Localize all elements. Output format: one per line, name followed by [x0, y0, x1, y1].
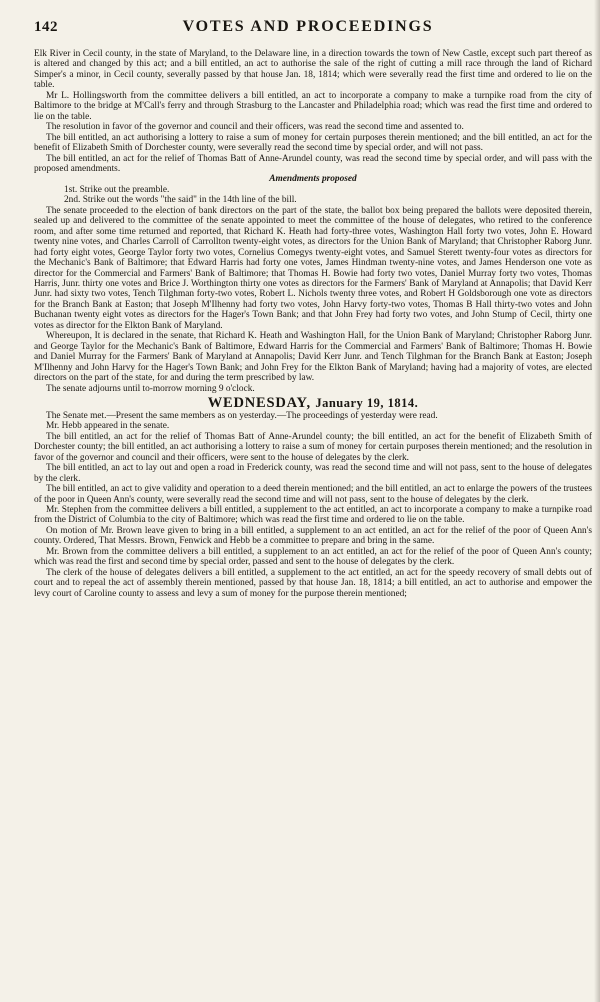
paragraph: The bill entitled, an act authorising a lottery to raise a sum of money for certain purposes therein mentioned; and the bill entitled, an act for the benefit of Elizabeth Smith of Dorchester county, were severally read the second time by special order, and will not pass. [34, 132, 592, 154]
paragraph: Whereupon, It is declared in the senate, that Richard K. Heath and Washington Hall, for the Union Bank of Maryland; Christopher Raborg Junr. and George Taylor for the Mechanic's Bank of Baltimore, Edward Harris for the Commercial and Farmers' Bank of Baltimore; Thomas H. Bowie and Daniel Murray for the Farmers' Bank of Maryland at Annapolis; David Kerr Junr. and Tench Tilghman for the Branch Bank at Easton; Joseph M'Ilhenny and John Harvy for the Hager's Town Bank; and John Frey for the Elkton Bank of Maryland; having had a majority of votes, are elected directors on the part of the state, for and during the term prescribed by law. [34, 331, 592, 384]
paragraph: The bill entitled, an act to lay out and open a road in Frederick county, was read the second time and will not pass, sent to the house of delegates by the clerk. [34, 463, 592, 484]
amendments-heading: Amendments proposed [269, 174, 357, 185]
paragraph: Mr. Brown from the committee delivers a bill entitled, a supplement to an act entitled, an act for the relief of the poor of Queen Ann's county; which was read the first and second time by special order, passed and sent to the house of delegates by the clerk. [34, 546, 592, 568]
day-heading-weekday: WEDNESDAY, [207, 394, 311, 411]
paragraph: The bill entitled, an act to give validity and operation to a deed therein mentioned; and the bill entitled, an act to enlarge the powers of the trustees of the poor in Queen Ann's county, were severally read the second time and will not pass, sent to the house of delegates by the clerk. [34, 484, 593, 505]
body-text [34, 49, 592, 599]
amendment-item: 1st. Strike out the preamble. [64, 184, 170, 195]
amendment-item: 2nd. Strike out the words "the said" in the 14th line of the bill. [64, 195, 297, 206]
paragraph: Elk River in Cecil county, in the state of Maryland, to the Delaware line, in a direction towards the town of New Castle, except such part thereof as is altered and changed by this act; and a bill entitled, an act to authorise the sale of the right of cutting a mill race through the land of Richard Simper's a minor, in Cecil county, severally passed by that house Jan. 18, 1814; which were severally read the first time and ordered to lie on the table. [34, 49, 592, 91]
page-header [34, 18, 592, 46]
day-heading [34, 395, 592, 411]
paragraph: The senate adjourns until to-morrow morning 9 o'clock. [46, 383, 255, 394]
paragraph: Mr L. Hollingsworth from the committee delivers a bill entitled, an act to incorporate a company to make a turnpike road from the city of Baltimore to the bridge at M'Call's ferry and through Strasburg to the Lancaster and Philadelphia road; which was read the first time and ordered to lie on the table. [34, 90, 592, 122]
paragraph: The bill entitled, an act for the relief of Thomas Batt of Anne-Arundel county; the bill entitled, an act for the benefit of Elizabeth Smith of Dorchester county; the bill entitled, an act authorising a lottery to raise a sum of money for certain purposes therein mentioned; and the resolution in favor of the governor and council and their officers, were sent to the house of delegates by the clerk. [34, 431, 592, 463]
paragraph: Mr. Hebb appeared in the senate. [46, 421, 170, 432]
paragraph: The Senate met.—Present the same members as on yesterday.—The proceedings of yesterday were read. [46, 410, 438, 421]
paragraph: Mr. Stephen from the committee delivers a bill entitled, a supplement to the act entitled, an act to incorporate a company to make a turnpike road from the District of Columbia to the city of Baltimore; which was read the first time and ordered to lie on the table. [34, 505, 592, 526]
page-gutter-shadow [594, 0, 600, 1002]
running-title: VOTES AND PROCEEDINGS [182, 18, 434, 35]
day-heading-date: January 19, 1814. [315, 395, 419, 410]
paragraph: The senate proceeded to the election of bank directors on the part of the state, the ballot box being prepared the ballots were deposited therein, sealed up and delivered to the committee of the senate appointed to meet the committee of the house of delegates, who retired to the conference room, and after some time returned and reported, that Richard K. Heath had forty-three votes, Washington Hall forty two votes, John E. Howard twenty nine votes, and Charles Carroll of Carrollton twenty-eight votes, as directors for the Union Bank of Maryland; that Christopher Raborg Junr. had forty eight votes, George Taylor forty two votes, Cornelius Comegys twenty-eight votes, and Samuel Sterett twenty-four votes as directors for the Mechanic's Bank of Baltimore; that Edward Harris had forty one votes, James Hindman twenty-nine votes, and James Henderson one vote as director for the Commercial and Farmers' Bank of Baltimore; that Thomas H. Bowie had forty two votes, Daniel Murray forty two votes, Thomas Harris, Junr. thirty one votes and Brice J. Worthington thirty one votes as directors for the Farmers' Bank of Maryland at Annapolis; that David Kerr Junr. had sixty two votes, Tench Tilghman forty-two votes, Robert L. Nichols twenty three votes, and Robert H Goldsborough one vote as directors for the Branch Bank at Easton; that Joseph M'Ilhenny had forty two votes, John Harvy forty-two votes, Thomas B Hall thirty-two votes and John Buchanan twenty eight votes as directors for the Hager's Town Bank; and that John Frey had forty two votes, and John Stump of Cecil, thirty one votes as director for the Elkton Bank of Maryland. [34, 205, 592, 331]
paragraph: The clerk of the house of delegates delivers a bill entitled, a supplement to the act entitled, an act for the speedy recovery of small debts out of court and to repeal the act of assembly therein mentioned, passed by that house Jan. 18, 1814; a bill entitled, an act to authorise and empower the levy court of Caroline county to assess and levy a sum of money for the purpose therein mentioned; [34, 567, 592, 599]
paragraph: The resolution in favor of the governor and council and their officers, was read the second time and assented to. [46, 122, 464, 133]
page-number: 142 [34, 19, 58, 35]
paragraph: The bill entitled, an act for the relief of Thomas Batt of Anne-Arundel county, was read the second time by special order, and will pass with the proposed amendments. [34, 153, 592, 174]
paragraph: On motion of Mr. Brown leave given to bring in a bill entitled, a supplement to an act entitled, an act for the relief of the poor of Queen Ann's county. Ordered, That Messrs. Brown, Fenwick and Hebb be a committee to prepare and bring in the same. [34, 525, 592, 547]
